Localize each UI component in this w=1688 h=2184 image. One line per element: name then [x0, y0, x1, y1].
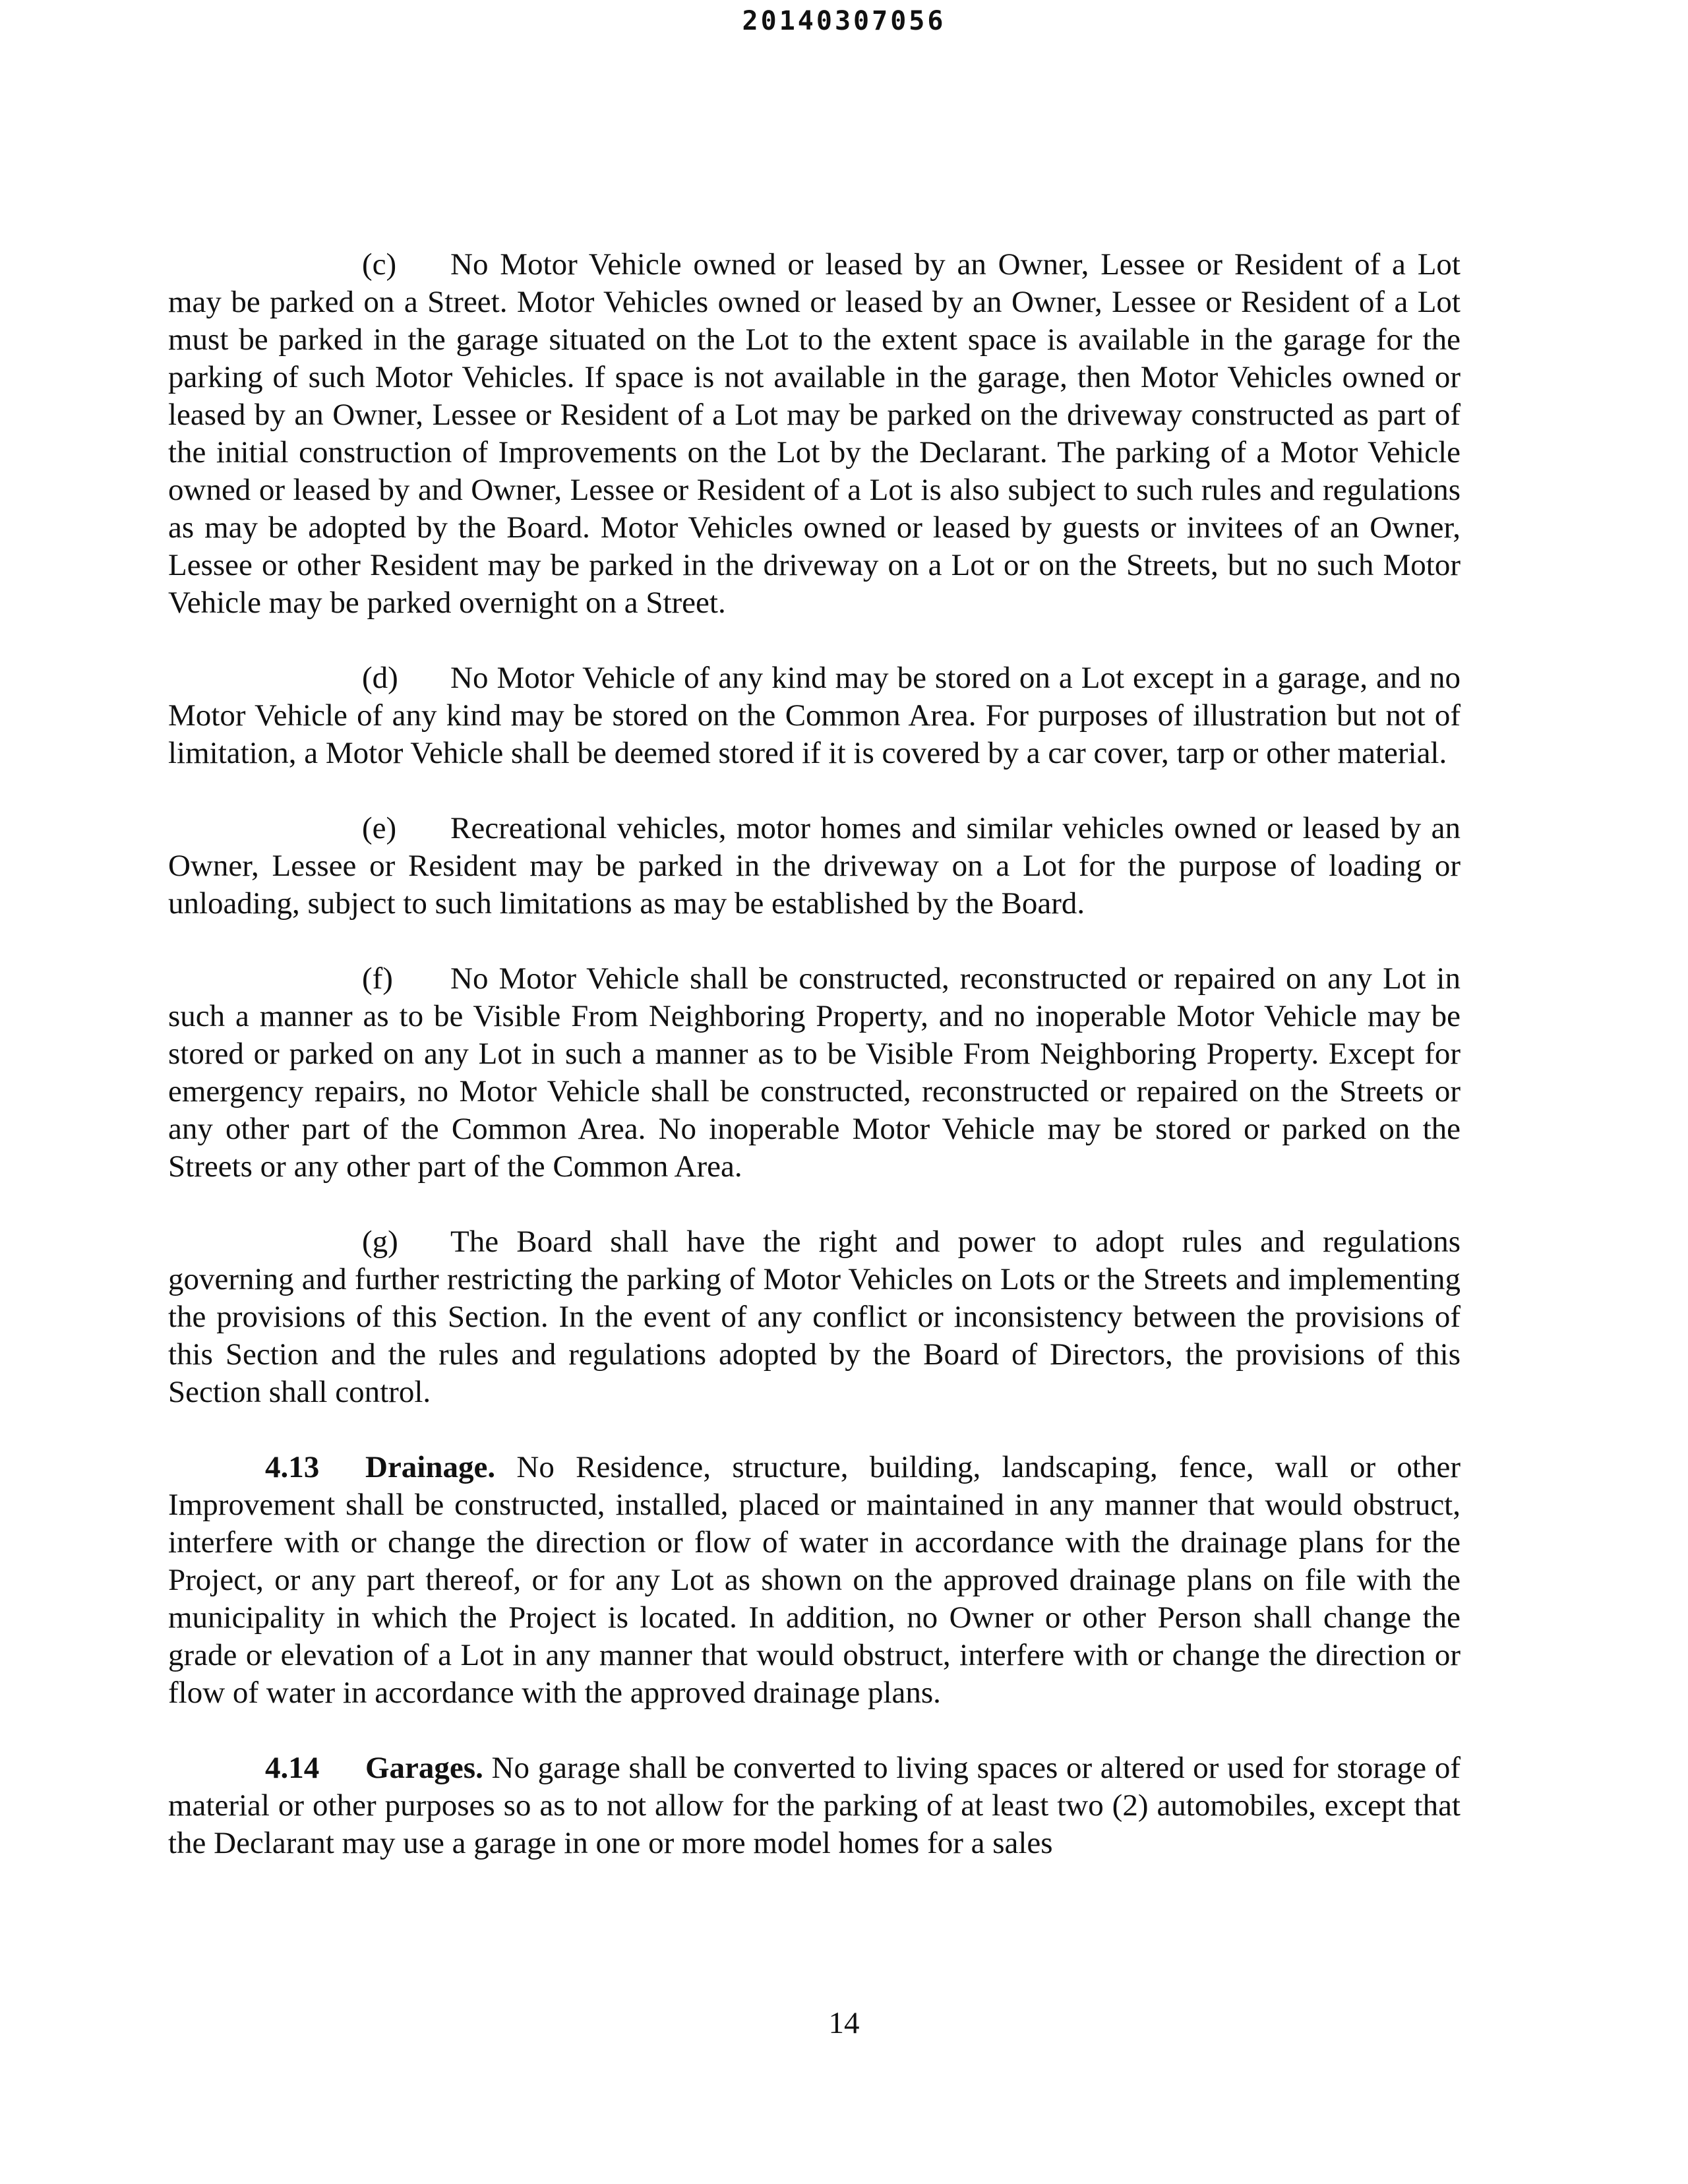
section-text: No Residence, structure, building, landscaping, fence, wall or other Improvement shall be constructed, installed, placed or maintained in any manner that would obstruct, interfere with or change the direction or flow of water in accordance with the drainage plans for the Project, or any part thereof, or for any Lot as shown on the approved drainage plans on file with the municipality in which the Project is located. In addition, no Owner or other Person shall change the grade or elevation of a Lot in any manner that would obstruct, interfere with or change the direction or flow of water in accordance with the approved drainage plans. [168, 1450, 1461, 1710]
page-number: 14 [828, 2006, 860, 2040]
document-body [168, 246, 1461, 1862]
paragraph-f [168, 960, 1461, 1186]
paragraph-text: Recreational vehicles, motor homes and similar vehicles owned or leased by an Owner, Lessee or Resident may be parked in the driveway on a Lot for the purpose of loading or unloading, subject to such limitations as may be established by the Board. [168, 811, 1461, 921]
paragraph-label: (e) [362, 811, 397, 845]
section-number: 4.13 [265, 1450, 320, 1484]
paragraph-c [168, 246, 1461, 622]
paragraph-label: (c) [362, 247, 397, 282]
section-title: Garages. [365, 1751, 483, 1785]
paragraph-d [168, 659, 1461, 772]
paragraph-label: (f) [362, 961, 393, 996]
section-drainage [168, 1449, 1461, 1712]
paragraph-text: No Motor Vehicle owned or leased by an Owner, Lessee or Resident of a Lot may be parked on a Street. Motor Vehicles owned or leased by an Owner, Lessee or Resident of a Lot must be parked in the garage situated on the Lot to the extent space is available in the garage for the parking of such Motor Vehicles. If space is not available in the garage, then Motor Vehicles owned or leased by an Owner, Lessee or Resident of a Lot may be parked on the driveway constructed as part of the initial construction of Improvements on the Lot by the Declarant. The parking of a Motor Vehicle owned or leased by and Owner, Lessee or Resident of a Lot is also subject to such rules and regulations as may be adopted by the Board. Motor Vehicles owned or leased by guests or invitees of an Owner, Lessee or other Resident may be parked in the driveway on a Lot or on the Streets, but no such Motor Vehicle may be parked overnight on a Street. [168, 247, 1461, 620]
paragraph-text: No Motor Vehicle shall be constructed, reconstructed or repaired on any Lot in such a manner as to be Visible From Neighboring Property, and no inoperable Motor Vehicle may be stored or parked on any Lot in such a manner as to be Visible From Neighboring Property. Except for emergency repairs, no Motor Vehicle shall be constructed, reconstructed or repaired on the Streets or any other part of the Common Area. No inoperable Motor Vehicle may be stored or parked on the Streets or any other part of the Common Area. [168, 961, 1461, 1184]
section-number: 4.14 [265, 1751, 320, 1785]
paragraph-e [168, 810, 1461, 923]
paragraph-label: (d) [362, 661, 398, 695]
paragraph-text: No Motor Vehicle of any kind may be stored on a Lot except in a garage, and no Motor Vehicle of any kind may be stored on the Common Area. For purposes of illustration but not of limitation, a Motor Vehicle shall be deemed stored if it is covered by a car cover, tarp or other material. [168, 661, 1461, 770]
paragraph-g [168, 1223, 1461, 1411]
section-garages [168, 1749, 1461, 1862]
document-number: 20140307056 [742, 6, 946, 36]
paragraph-label: (g) [362, 1225, 398, 1259]
section-title: Drainage. [365, 1450, 496, 1484]
paragraph-text: The Board shall have the right and power to adopt rules and regulations governing and further restricting the parking of Motor Vehicles on Lots or the Streets and implementing the provisions of this Section. In the event of any conflict or inconsistency between the provisions of this Section and the rules and regulations adopted by the Board of Directors, the provisions of this Section shall control. [168, 1225, 1461, 1409]
section-text: No garage shall be converted to living spaces or altered or used for storage of material or other purposes so as to not allow for the parking of at least two (2) automobiles, except that the Declarant may use a garage in one or more model homes for a sales [168, 1751, 1461, 1860]
